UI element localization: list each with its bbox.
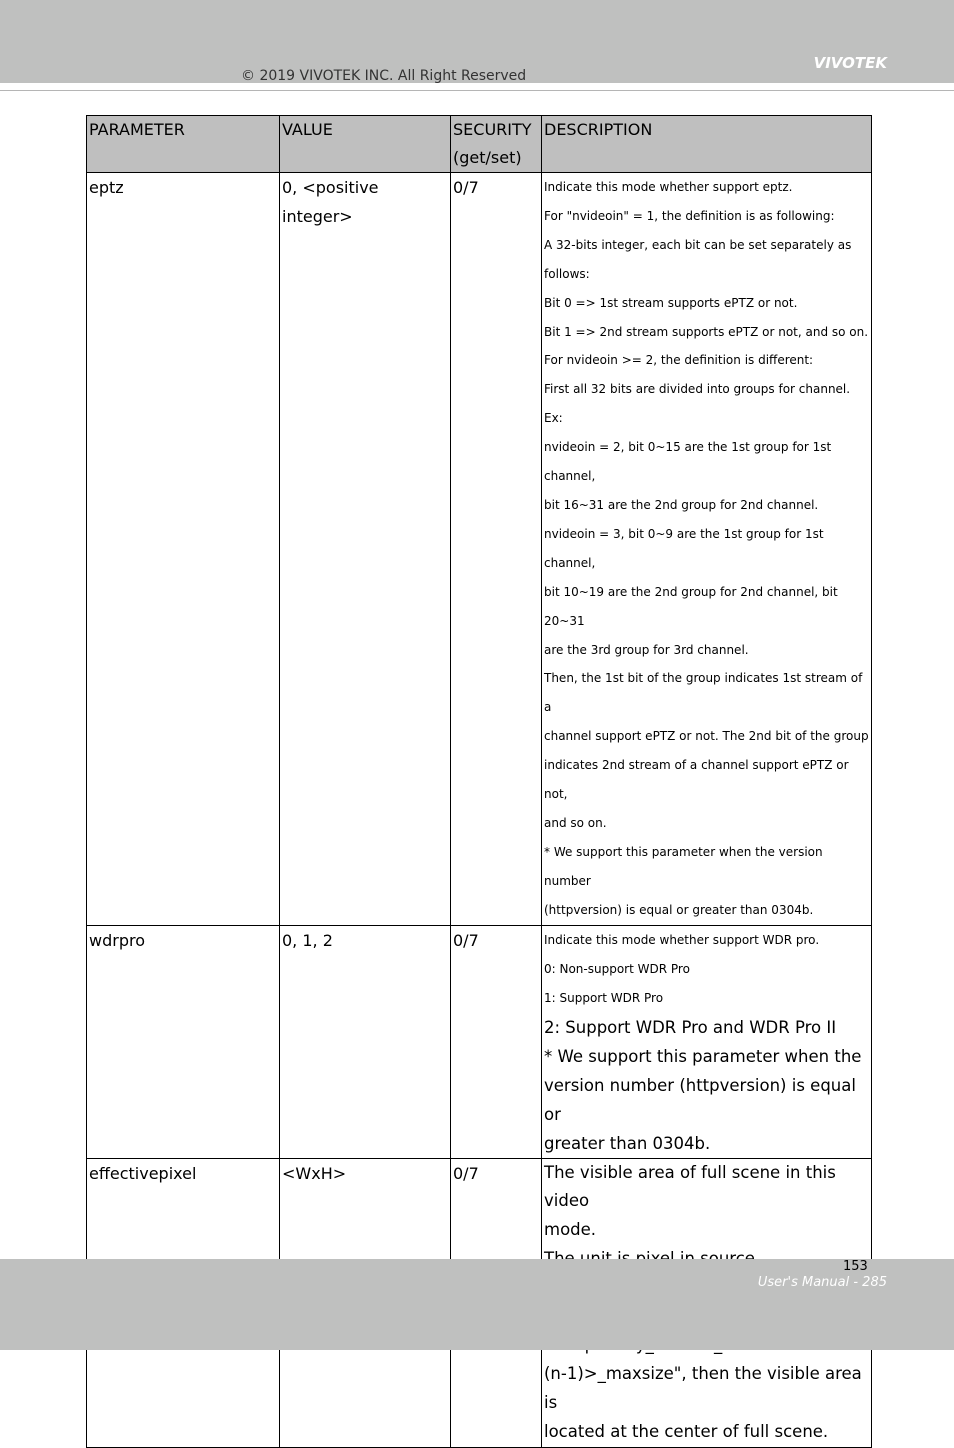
description-line: Ex: bbox=[544, 411, 563, 426]
cell-parameter: effectivepixel bbox=[87, 1158, 280, 1447]
cell-value: <WxH> bbox=[280, 1158, 451, 1447]
cell-value: 0, 1, 2 bbox=[280, 925, 451, 1158]
cell-security: 0/7 bbox=[451, 173, 542, 926]
description-line: (n-1)>_maxsize", then the visible area is bbox=[544, 1364, 862, 1412]
description-line: Then, the 1st bit of the group indicates 1st stream of a bbox=[544, 671, 863, 715]
table-row bbox=[87, 925, 872, 1158]
cell-value: 0, <positive integer> bbox=[280, 173, 451, 926]
description-line: bit 16~31 are the 2nd group for 2nd channel. bbox=[544, 497, 819, 512]
cell-description bbox=[542, 173, 872, 926]
cell-parameter: eptz bbox=[87, 173, 280, 926]
description-line: and so on. bbox=[544, 815, 607, 830]
table-row bbox=[87, 173, 872, 926]
description-line: 2: Support WDR Pro and WDR Pro II bbox=[544, 1017, 837, 1037]
description-line: 0: Non-support WDR Pro bbox=[544, 961, 690, 976]
description-line: For nvideoin >= 2, the definition is different: bbox=[544, 353, 814, 368]
header-divider bbox=[0, 90, 954, 91]
cell-security: 0/7 bbox=[451, 925, 542, 1158]
description-line: Indicate this mode whether support eptz. bbox=[544, 180, 793, 194]
description-line: bit 10~19 are the 2nd group for 2nd channel, bit 20~31 bbox=[544, 584, 838, 628]
description-line: * We support this parameter when the version number bbox=[544, 844, 823, 888]
description-line: greater than 0304b. bbox=[544, 1133, 711, 1153]
description-line: For "nvideoin" = 1, the definition is as following: bbox=[544, 208, 835, 223]
copyright-text: © 2019 VIVOTEK INC. All Right Reserved bbox=[241, 68, 527, 84]
description-line: follows: bbox=[544, 266, 590, 281]
parameter-table bbox=[86, 115, 872, 1448]
description-line: First all 32 bits are divided into groups for channel. bbox=[544, 382, 851, 397]
cell-description bbox=[542, 925, 872, 1158]
header-description: DESCRIPTION bbox=[542, 116, 872, 173]
footer-band bbox=[0, 1259, 954, 1350]
description-line: indicates 2nd stream of a channel support ePTZ or not, bbox=[544, 758, 849, 802]
manual-page-label: User's Manual - 285 bbox=[757, 1275, 887, 1290]
description-line: channel support ePTZ or not. The 2nd bit of the group bbox=[544, 729, 869, 744]
description-line: nvideoin = 2, bit 0~15 are the 1st group for 1st channel, bbox=[544, 440, 832, 484]
description-line: Indicate this mode whether support WDR pro. bbox=[544, 932, 820, 947]
table-header-row bbox=[87, 116, 872, 173]
description-line: 1: Support WDR Pro bbox=[544, 990, 664, 1005]
description-line: nvideoin = 3, bit 0~9 are the 1st group for 1st channel, bbox=[544, 526, 824, 570]
header-value: VALUE bbox=[280, 116, 451, 173]
header-security: SECURITY (get/set) bbox=[451, 116, 542, 173]
cell-parameter: wdrpro bbox=[87, 925, 280, 1158]
page-number: 153 bbox=[843, 1259, 868, 1274]
description-line: Bit 1 => 2nd stream supports ePTZ or not, and so on. bbox=[544, 324, 869, 339]
brand-logo: VIVOTEK bbox=[813, 54, 887, 72]
description-line: (httpversion) is equal or greater than 0304b. bbox=[544, 902, 814, 917]
header-parameter: PARAMETER bbox=[87, 116, 280, 173]
description-line: * We support this parameter when the bbox=[544, 1046, 862, 1066]
description-line: The visible area of full scene in this video bbox=[544, 1162, 836, 1211]
description-line: version number (httpversion) is equal or bbox=[544, 1075, 856, 1124]
description-line: A 32-bits integer, each bit can be set separately as bbox=[544, 237, 852, 252]
cell-security: 0/7 bbox=[451, 1158, 542, 1447]
description-line: are the 3rd group for 3rd channel. bbox=[544, 642, 749, 657]
description-line: located at the center of full scene. bbox=[544, 1421, 829, 1441]
description-line: Bit 0 => 1st stream supports ePTZ or not. bbox=[544, 295, 798, 310]
description-line: mode. bbox=[544, 1220, 597, 1240]
